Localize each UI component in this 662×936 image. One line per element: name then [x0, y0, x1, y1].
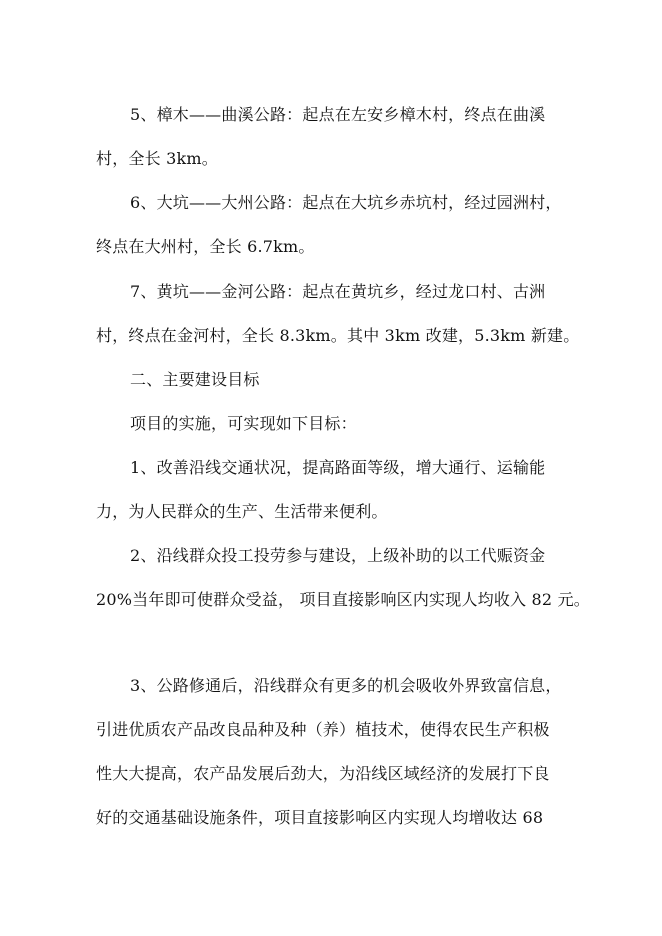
text-line: 引进优质农产品改良品种及种（养）植技术，使得农民生产积极	[96, 720, 550, 739]
text-line: 5、樟木——曲溪公路：起点在左安乡樟木村，终点在曲溪	[130, 105, 546, 124]
text-line: 力，为人民群众的生产、生活带来便利。	[96, 502, 388, 521]
section-heading: 二、主要建设目标	[130, 370, 260, 389]
text-line: 村，全长 3km。	[96, 149, 218, 168]
text-line: 6、大坑——大州公路：起点在大坑乡赤坑村，经过园洲村，	[130, 193, 562, 212]
text-line: 1、改善沿线交通状况，提高路面等级，增大通行、运输能	[130, 458, 546, 477]
text-line: 20%当年即可使群众受益， 项目直接影响区内实现人均收入 82 元。	[96, 590, 590, 609]
text-line: 7、黄坑——金河公路：起点在黄坑乡，经过龙口村、古洲	[130, 282, 546, 301]
text-line: 3、公路修通后，沿线群众有更多的机会吸收外界致富信息，	[130, 676, 562, 695]
text-line: 村，终点在金河村，全长 8.3km。其中 3km 改建，5.3km 新建。	[96, 326, 580, 345]
text-line: 2、沿线群众投工投劳参与建设，上级补助的以工代赈资金	[130, 546, 546, 565]
text-line: 性大大提高，农产品发展后劲大，为沿线区域经济的发展打下良	[96, 764, 550, 783]
text-line: 好的交通基础设施条件，项目直接影响区内实现人均增收达 68	[96, 808, 544, 827]
text-line: 项目的实施，可实现如下目标：	[130, 414, 357, 433]
text-line: 终点在大州村，全长 6.7km。	[96, 237, 315, 256]
